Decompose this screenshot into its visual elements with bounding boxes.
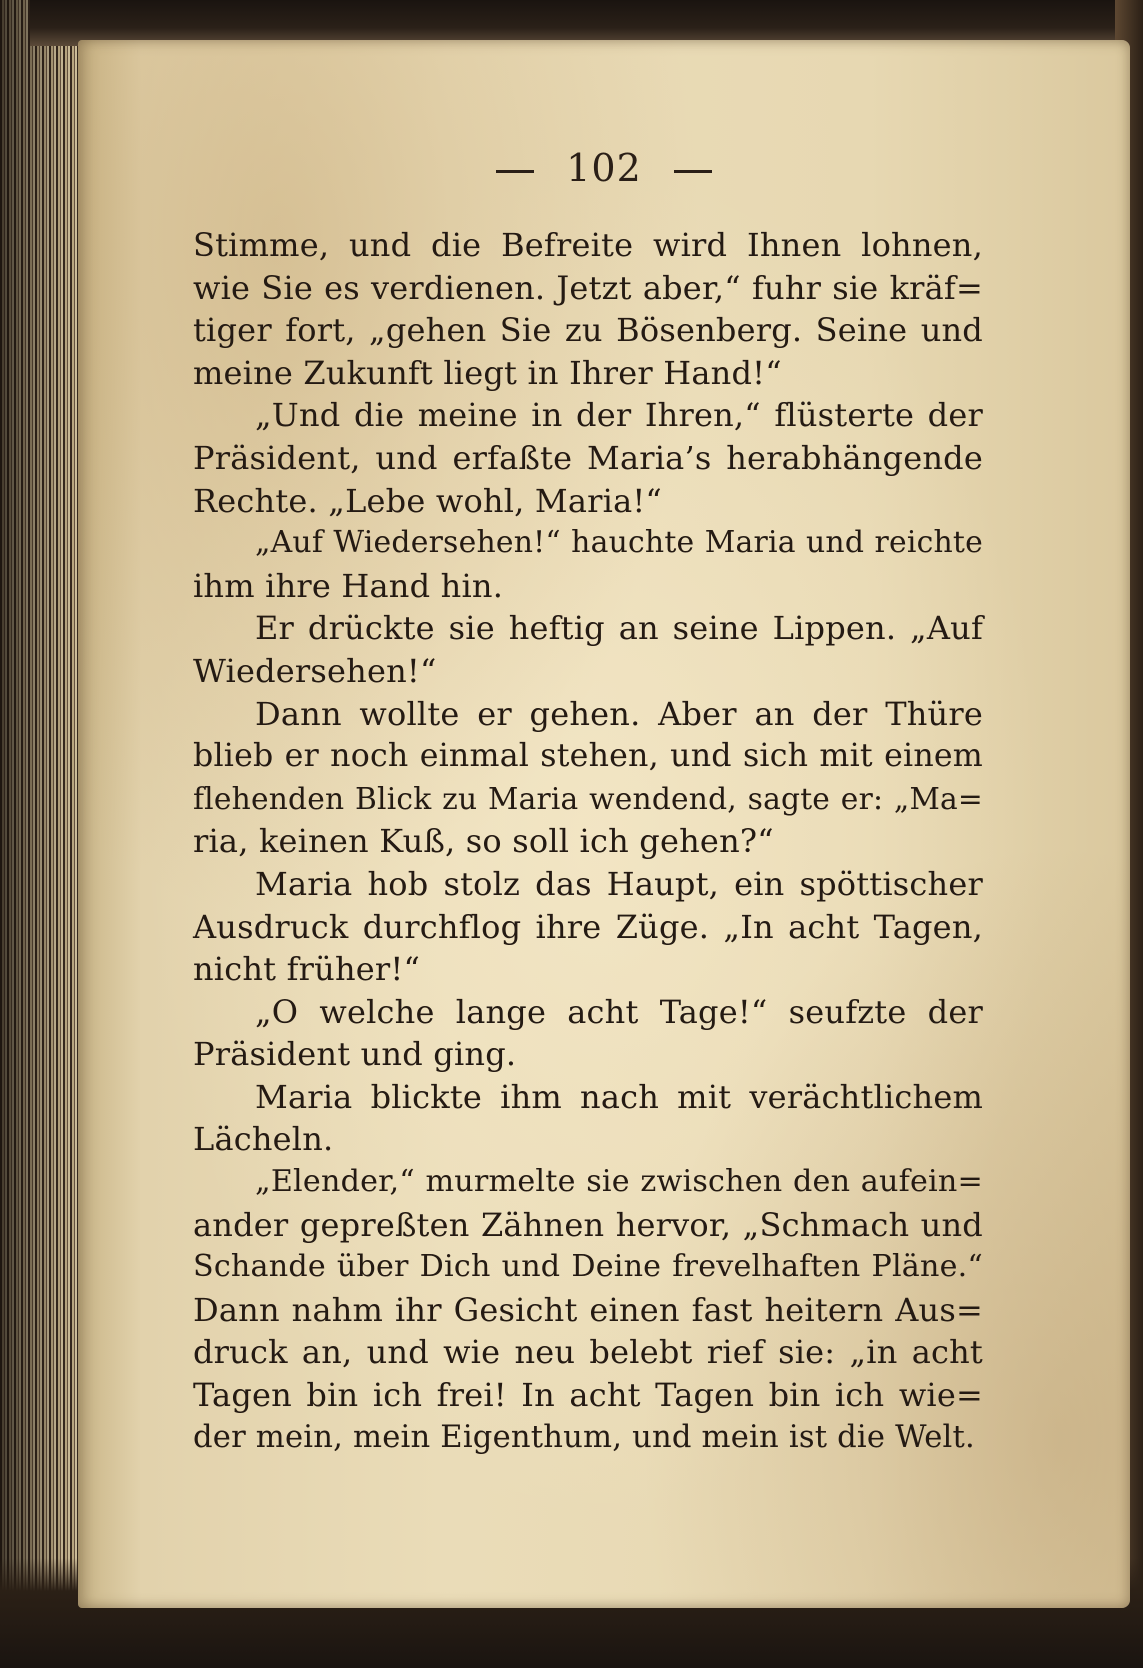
page-number-left-dash bbox=[496, 170, 534, 173]
text-line: nicht früher!“ bbox=[193, 950, 421, 989]
text-line: wie Sie es verdienen. Jetzt aber,“ fuhr sie kräf= bbox=[193, 268, 983, 307]
text-line: Rechte. „Lebe wohl, Maria!“ bbox=[193, 481, 662, 520]
text-line: Präsident, und erfaßte Maria’s herabhängende bbox=[193, 438, 983, 477]
text-line: blieb er noch einmal stehen, und sich mit einem bbox=[193, 738, 983, 775]
text-line: „Elender,“ murmelte sie zwischen den aufein= bbox=[255, 1164, 983, 1200]
text-line: ihm ihre Hand hin. bbox=[193, 566, 504, 605]
body-text bbox=[193, 224, 983, 1459]
text-line: „Auf Wiedersehen!“ hauchte Maria und reichte bbox=[255, 525, 983, 561]
page-number-value: 102 bbox=[566, 146, 642, 190]
text-line: Stimme, und die Befreite wird Ihnen lohnen, bbox=[193, 226, 983, 264]
text-line: meine Zukunft liegt in Ihrer Hand!“ bbox=[193, 353, 782, 392]
page-number-right-dash bbox=[674, 170, 712, 173]
page-sheet bbox=[78, 40, 1130, 1608]
text-line: Dann nahm ihr Gesicht einen fast heitern Aus= bbox=[193, 1290, 983, 1329]
text-line: „O welche lange acht Tage!“ seufzte der bbox=[255, 992, 983, 1031]
text-line: Er drückte sie heftig an seine Lippen. „Auf bbox=[255, 609, 983, 648]
text-line: Wiedersehen!“ bbox=[193, 651, 437, 690]
page-number bbox=[78, 146, 1130, 190]
text-line: ander gepreßten Zähnen hervor, „Schmach und bbox=[193, 1205, 983, 1244]
text-line: Maria blickte ihm nach mit verächtlichem bbox=[255, 1077, 983, 1116]
text-line: Ausdruck durchflog ihre Züge. „In acht Tagen, bbox=[193, 907, 983, 946]
text-line: druck an, und wie neu belebt rief sie: „in acht bbox=[193, 1333, 983, 1372]
text-line: ria, keinen Kuß, so soll ich gehen?“ bbox=[193, 822, 774, 861]
text-line: tiger fort, „gehen Sie zu Bösenberg. Seine und bbox=[193, 311, 983, 350]
text-line: „Und die meine in der Ihren,“ flüsterte der bbox=[255, 396, 983, 435]
text-line: flehenden Blick zu Maria wendend, sagte er: „Ma= bbox=[193, 780, 983, 816]
text-line: Schande über Dich und Deine frevelhaften Pläne.“ bbox=[193, 1249, 983, 1285]
text-line: Dann wollte er gehen. Aber an der Thüre bbox=[255, 694, 983, 733]
text-line: Maria hob stolz das Haupt, ein spöttischer bbox=[255, 864, 983, 903]
text-line: Präsident und ging. bbox=[193, 1035, 517, 1074]
text-line: Tagen bin ich frei! In acht Tagen bin ich wie= bbox=[193, 1376, 983, 1415]
text-line: Lächeln. bbox=[193, 1120, 334, 1159]
text-line: der mein, mein Eigenthum, und mein ist die Welt. bbox=[193, 1419, 975, 1455]
